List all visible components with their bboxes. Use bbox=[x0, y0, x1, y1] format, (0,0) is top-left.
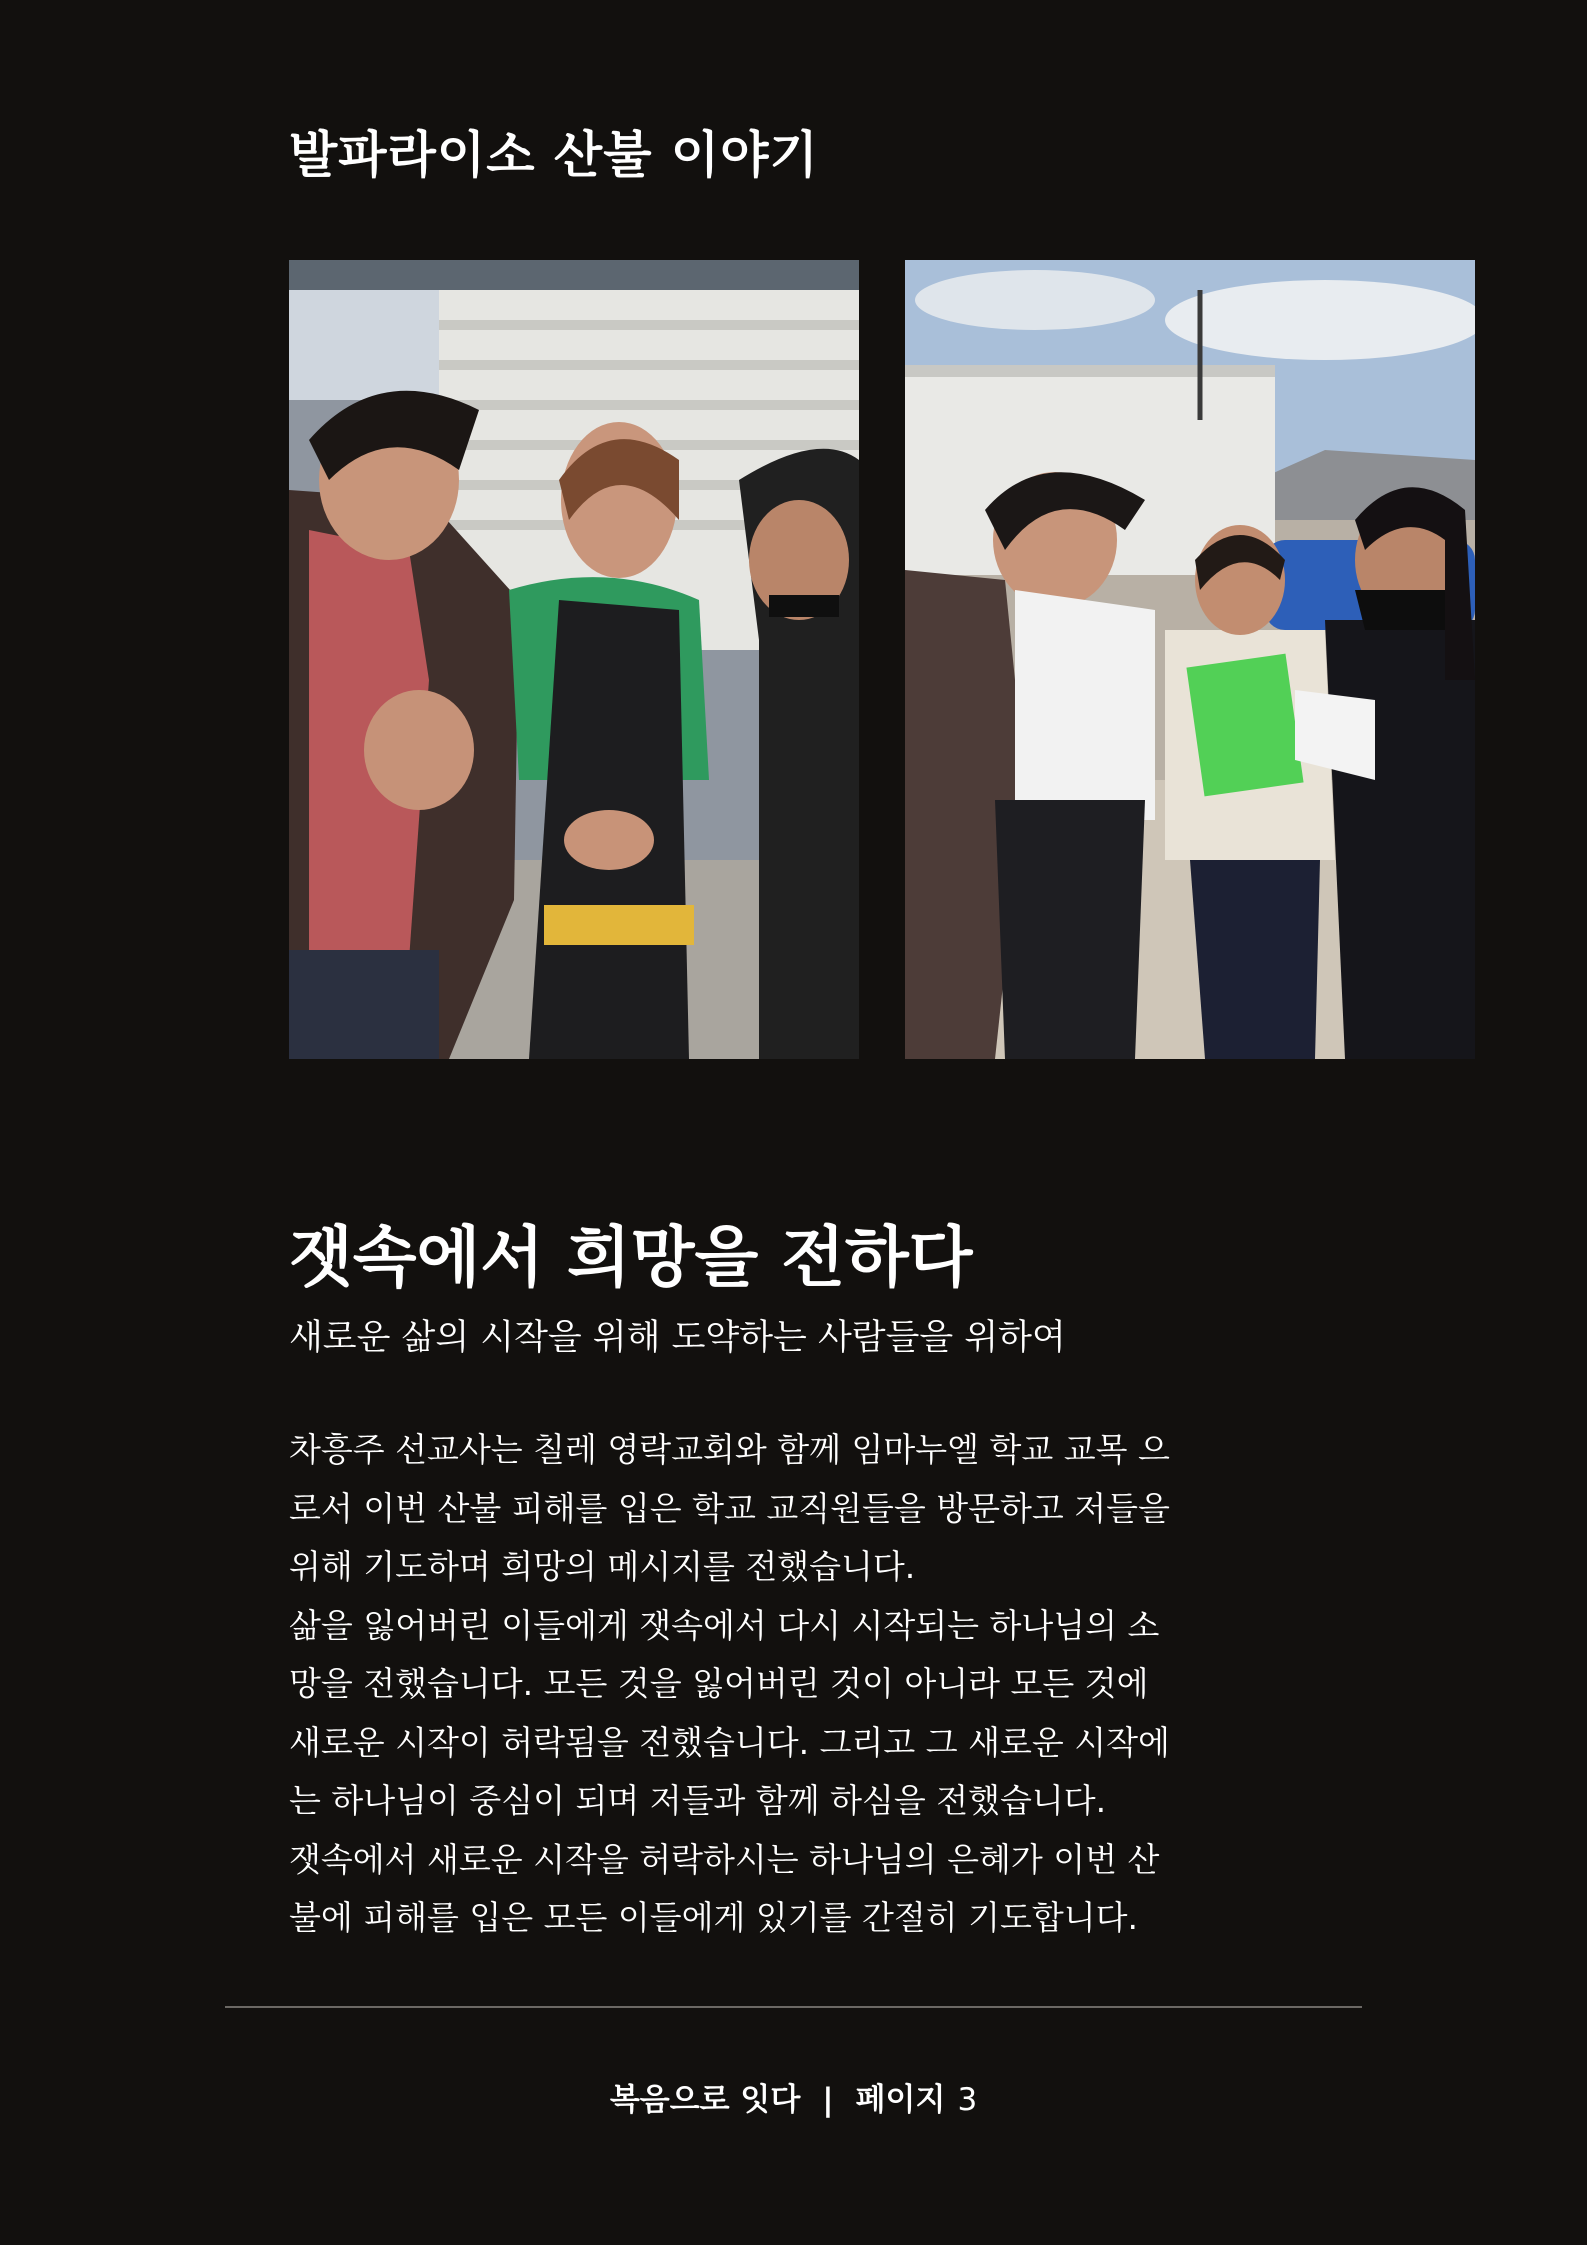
article-body-line: 위해 기도하며 희망의 메시지를 전했습니다. bbox=[289, 1547, 916, 1586]
photo-left bbox=[289, 260, 859, 1059]
article-body-line: 망을 전했습니다. 모든 것을 잃어버린 것이 아니라 모든 것에 bbox=[289, 1664, 1149, 1703]
footer-page-number: 3 bbox=[957, 2082, 978, 2118]
article-body-line: 새로운 시작이 허락됨을 전했습니다. 그리고 그 새로운 시작에 bbox=[289, 1722, 1170, 1762]
photo-right bbox=[905, 260, 1475, 1059]
section-title: 발파라이소 산불 이야기 bbox=[289, 126, 819, 184]
footer-publication: 복음으로 잇다 bbox=[609, 2082, 801, 2118]
article-body bbox=[289, 1421, 1229, 1948]
article-body-line: 로서 이번 산불 피해를 입은 학교 교직원들을 방문하고 저들을 bbox=[289, 1488, 1170, 1528]
footer-divider bbox=[225, 2006, 1362, 2008]
article-body-line: 차흥주 선교사는 칠레 영락교회와 함께 임마누엘 학교 교목 으 bbox=[289, 1430, 1170, 1469]
prayer-photo-group-outdoors-icon bbox=[905, 260, 1475, 1059]
page-footer bbox=[0, 2076, 1587, 2124]
article-body-line: 삶을 잃어버린 이들에게 잿속에서 다시 시작되는 하나님의 소 bbox=[289, 1605, 1160, 1645]
article-body-line: 불에 피해를 입은 모든 이들에게 있기를 간절히 기도합니다. bbox=[289, 1898, 1138, 1937]
footer-separator: | bbox=[822, 2082, 834, 2118]
article-subhead: 새로운 삶의 시작을 위해 도약하는 사람들을 위하여 bbox=[289, 1318, 1066, 1358]
article-headline: 잿속에서 희망을 전하다 bbox=[289, 1219, 973, 1296]
prayer-photo-woman-in-apron-icon bbox=[289, 260, 859, 1059]
article-body-line: 는 하나님이 중심이 되며 저들과 함께 하심을 전했습니다. bbox=[289, 1781, 1107, 1820]
footer-page-label: 페이지 bbox=[855, 2082, 946, 2118]
article-body-line: 잿속에서 새로운 시작을 허락하시는 하나님의 은혜가 이번 산 bbox=[289, 1839, 1160, 1879]
